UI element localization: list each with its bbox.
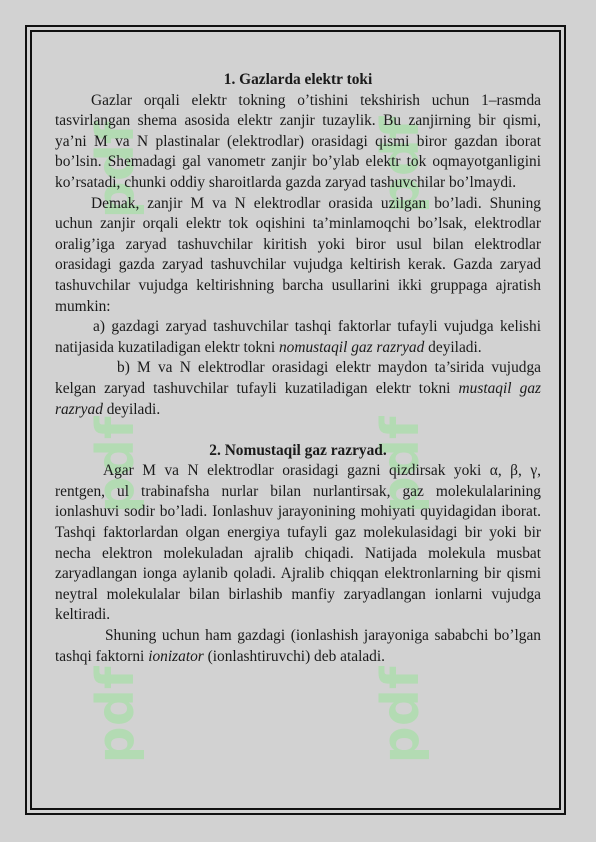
term-italic: ionizator	[148, 647, 204, 665]
paragraph: Gazlar orqali elektr tokning o’tishini tekshirish uchun 1–rasmda tasvirlangan shema asosida elektr zanjir tuzaylik. Bu zanjirning bir qismi, ya’ni M va N plastinalar (elektrodlar) orasidagi qismi biror gazdan iborat bo’lsin. Shemadagi gal vanometr zanjir bo’ylab elektr tok oqmayotganligini ko’rsatadi, chunki oddiy sharoitlarda gazda zaryad tashuvchilar bo’lmaydi.	[55, 91, 541, 191]
paragraph: Demak, zanjir M va N elektrodlar orasida uzilgan bo’ladi. Shuning uchun zanjir orqali elektr tok oqishini ta’minlamoqchi bo’lsak, elektrodlar oralig’iga zaryad tashuvchilar kiritish yoki biror usul bilan elektrodlar orasidagi gazda zaryad tashuvchilar vujudga keltirish kerak. Gazda zaryad tashuvchilar vujudga keltirishning barcha usullarini ikki gruppaga ajratish mumkin:	[55, 194, 541, 315]
paragraph	[55, 358, 541, 420]
paragraph	[55, 317, 541, 358]
term-italic: mustaqil gaz razryad	[55, 379, 542, 418]
document-body	[55, 70, 541, 667]
paragraph-text: a) gazdagi zaryad tashuvchilar tashqi faktorlar tufayli vujudga kelishi natijasida kuzatiladigan elektr tokni	[55, 318, 541, 356]
paragraph-text: deyiladi.	[102, 400, 161, 418]
section-heading: 2. Nomustaqil gaz razryad.	[209, 441, 387, 459]
paragraph-text: (ionlashtiruvchi) deb ataladi.	[203, 647, 385, 665]
paragraph	[55, 626, 541, 667]
watermark-text: pdf	[371, 666, 431, 764]
watermark-text: pdf	[371, 416, 431, 514]
watermark-text: pdf	[86, 121, 146, 219]
watermark-text: pdf	[86, 666, 146, 764]
watermark-text: pdf	[371, 116, 431, 214]
term-italic: nomustaqil gaz razryad	[278, 338, 425, 356]
paragraph-text: Shuning uchun ham gazdagi (ionlashish jarayoniga sababchi bo’lgan tashqi faktorni	[55, 627, 541, 665]
watermark-text: pdf	[86, 416, 146, 514]
section-heading: 1. Gazlarda elektr toki	[223, 71, 373, 88]
paragraph: Agar M va N elektrodlar orasidagi gazni qizdirsak yoki α, β, γ, rentgen, ul trabinafsha nurlar bilan nurlantirsak, gaz molekulalarining ionlashuvi sodir bo’ladi. Ionlashuv jarayonining mohiyati quyidagidan iborat. Tashqi faktorlardan olgan energiya tufayli gaz molekulasidagi bir yoki bir necha elektron molekuladan ajralib chiqadi. Natijada molekula musbat zaryadlangan ionga aylanib qoladi. Ajralib chiqqan elektronlarning bir qismi neytral molekulalar bilan birlashib manfiy zaryadlangan ionlarni vujudga keltiradi.	[55, 462, 541, 624]
paragraph-text: b) M va N elektrodlar orasidagi elektr maydon ta’sirida vujudga kelgan zaryad tashuvchilar tufayli kuzatiladigan elektr tokni	[55, 359, 541, 397]
paragraph-text: deyiladi.	[424, 338, 482, 356]
